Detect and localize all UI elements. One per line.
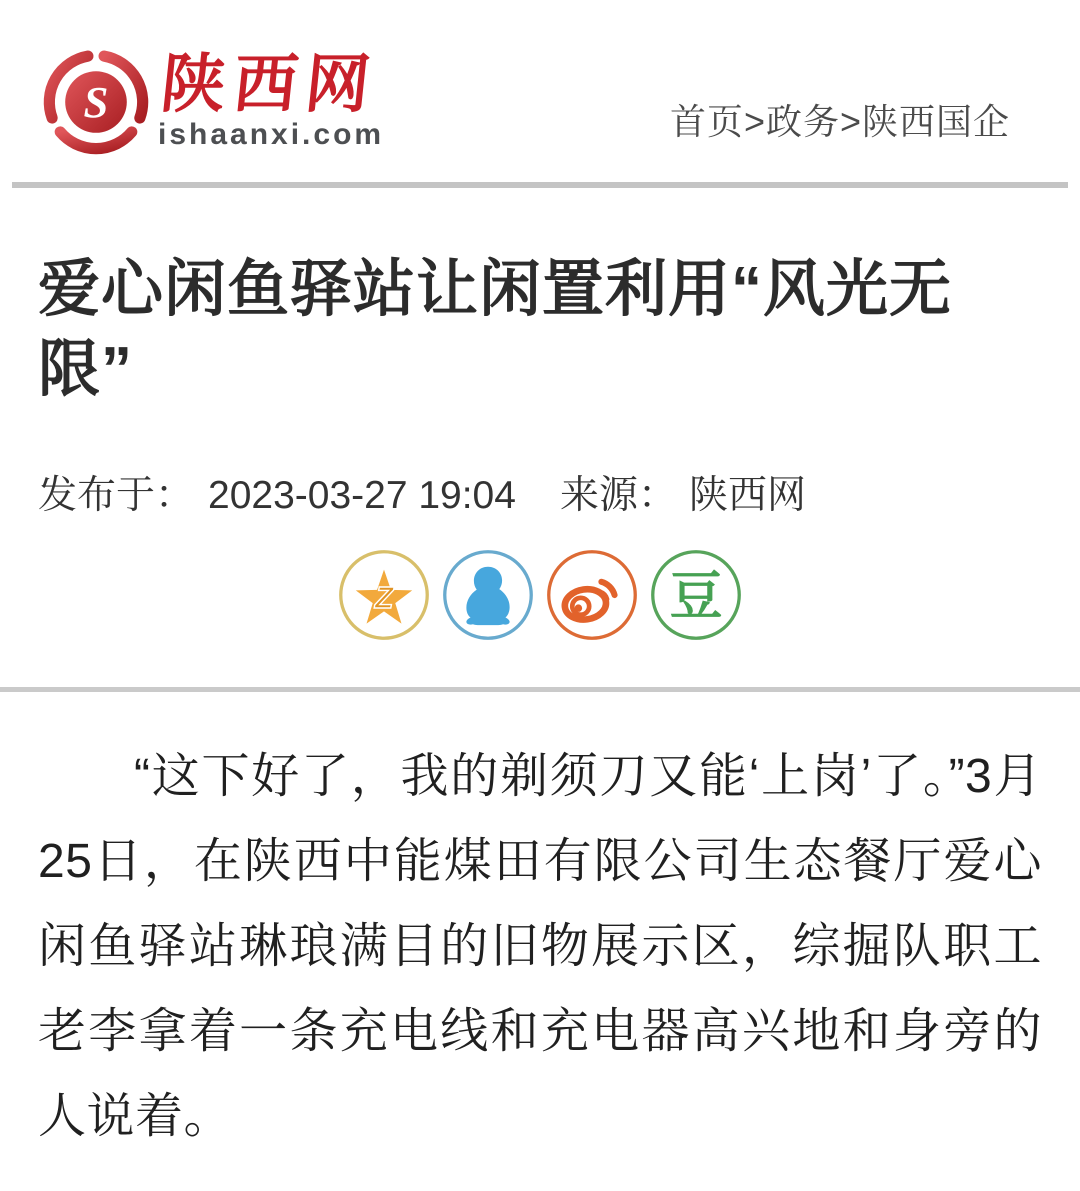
share-weibo-button[interactable] <box>545 548 639 642</box>
share-douban-button[interactable] <box>649 548 743 642</box>
source-label: 来源： <box>559 474 677 517</box>
body-paragraph: “这下好了，我的剃须刀又能‘上岗’了。”3月25日，在陕西中能煤田有限公司生态餐厅爱心闲鱼驿站琳琅满目的旧物展示区，综掘队职工老李拿着一条充电线和充电器高兴地和身旁的人说着。 <box>38 750 1042 1143</box>
publish-datetime: 2023-03-27 19:04 <box>208 474 516 517</box>
svg-text:Z: Z <box>374 582 394 616</box>
article-title: 爱心闲鱼驿站让闲置利用“风光无限” <box>38 255 953 404</box>
svg-text:豆: 豆 <box>669 566 723 626</box>
breadcrumb[interactable]: 首页>政务>陕西国企 <box>669 101 1010 142</box>
shaanxi-emblem-icon <box>40 46 152 158</box>
publish-label: 发布于： <box>38 474 195 517</box>
source-value[interactable]: 陕西网 <box>688 474 806 517</box>
svg-text:S: S <box>83 76 109 127</box>
article-head <box>0 250 1080 642</box>
logo-text <box>157 49 385 152</box>
share-qq-button[interactable] <box>441 548 535 642</box>
article-body <box>0 692 1080 1191</box>
share-qzone-button[interactable] <box>337 548 431 642</box>
weibo-icon <box>545 548 639 642</box>
douban-icon <box>649 548 743 642</box>
site-name: 陕西网 <box>157 49 382 120</box>
site-logo[interactable] <box>40 46 384 158</box>
article-meta <box>38 464 1042 520</box>
qq-icon <box>441 548 535 642</box>
qzone-icon <box>337 548 431 642</box>
site-domain: ishaanxi.com <box>158 118 385 151</box>
share-buttons-row <box>38 548 1042 642</box>
site-header <box>0 0 1080 158</box>
header-divider <box>12 182 1068 188</box>
